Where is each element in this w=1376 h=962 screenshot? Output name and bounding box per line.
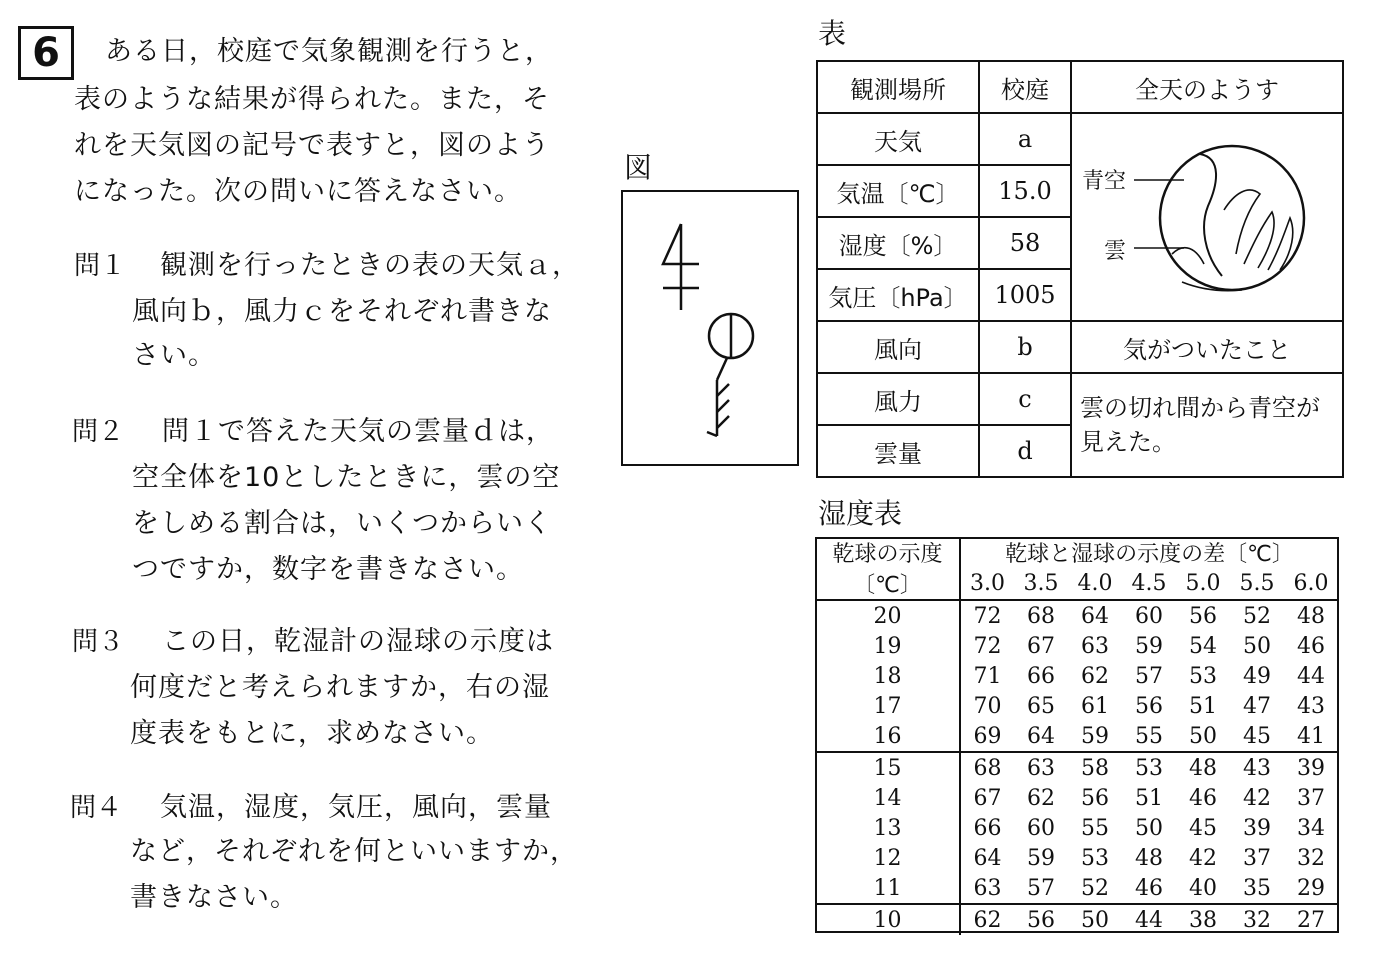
humidity-value: 59 [1027, 845, 1055, 871]
diff-value: 4.5 [1122, 568, 1176, 600]
dry-bulb-temp: 16 [816, 721, 960, 752]
note-text: 雲の切れ間から青空が見えた。 [1071, 373, 1343, 477]
humidity-value: 60 [1027, 815, 1055, 841]
humidity-value: 50 [1068, 904, 1122, 935]
figure-title: 図 [624, 151, 653, 184]
row-value: b [979, 321, 1071, 373]
humidity-value: 66 [1027, 663, 1055, 689]
header-value: 校庭 [979, 61, 1071, 113]
humidity-value: 44 [1297, 663, 1325, 689]
humidity-value: 63 [973, 875, 1002, 901]
diff-header: 乾球と湿球の示度の差〔℃〕 [1005, 542, 1294, 567]
humidity-value: 47 [1243, 693, 1271, 719]
humidity-value: 59 [1081, 723, 1109, 749]
humidity-value: 56 [1081, 785, 1109, 811]
row-label: 湿度〔%〕 [817, 217, 979, 269]
row-value: a [979, 113, 1071, 165]
humidity-value: 64 [1081, 603, 1109, 629]
humidity-value: 72 [973, 633, 1002, 659]
humidity-value: 39 [1284, 752, 1338, 783]
humidity-value: 67 [973, 785, 1002, 811]
humidity-value: 53 [1189, 663, 1217, 689]
humidity-value: 68 [960, 752, 1014, 783]
humidity-value: 51 [1189, 693, 1217, 719]
humidity-value: 29 [1297, 875, 1325, 901]
dry-bulb-temp: 14 [816, 783, 960, 813]
row-label: 風向 [817, 321, 979, 373]
table-row [816, 568, 1338, 600]
row-value: 1005 [979, 269, 1071, 321]
humidity-value: 35 [1243, 875, 1271, 901]
humidity-value: 50 [1135, 815, 1163, 841]
sky-dome-icon [1072, 114, 1340, 314]
q1-line-2: 風向ｂ，風力ｃをそれぞれ書きな [132, 296, 552, 327]
humidity-value: 42 [1243, 785, 1271, 811]
humidity-value: 64 [1027, 723, 1055, 749]
diff-value: 6.0 [1284, 568, 1338, 600]
humidity-value: 49 [1243, 663, 1271, 689]
sky-drawing-cell [1071, 113, 1343, 321]
q4-label: 問４ [70, 793, 123, 823]
humidity-value: 42 [1189, 845, 1217, 871]
row-label: 気圧〔hPa〕 [817, 269, 979, 321]
humidity-value: 56 [1014, 904, 1068, 935]
humidity-value: 27 [1284, 904, 1338, 935]
q2-label: 問２ [72, 417, 125, 447]
note-header: 気がついたこと [1071, 321, 1343, 373]
humidity-value: 46 [1189, 785, 1217, 811]
question-number: 6 [18, 26, 74, 80]
humidity-value: 41 [1297, 723, 1325, 749]
humidity-value: 67 [1027, 633, 1055, 659]
humidity-value: 62 [960, 904, 1014, 935]
table-row [816, 783, 1338, 813]
humidity-value: 56 [1189, 603, 1217, 629]
table-row [816, 691, 1338, 721]
humidity-value: 46 [1135, 875, 1163, 901]
dry-bulb-unit: 〔℃〕 [816, 568, 960, 600]
humidity-value: 50 [1243, 633, 1271, 659]
humidity-value: 63 [1081, 633, 1109, 659]
table-row [816, 904, 1338, 935]
humidity-value: 37 [1297, 785, 1325, 811]
humidity-value: 56 [1135, 693, 1163, 719]
humidity-value: 57 [1027, 875, 1055, 901]
humidity-value: 53 [1081, 845, 1109, 871]
humidity-value: 68 [1027, 603, 1055, 629]
humidity-value: 32 [1230, 904, 1284, 935]
humidity-value: 38 [1176, 904, 1230, 935]
q3-line-3: 度表をもとに，求めなさい。 [130, 718, 494, 749]
humidity-value: 65 [1027, 693, 1055, 719]
humidity-value: 61 [1081, 693, 1109, 719]
dry-bulb-temp: 12 [816, 843, 960, 873]
humidity-value: 32 [1297, 845, 1325, 871]
humidity-table [816, 537, 1338, 935]
row-label: 風力 [817, 373, 979, 425]
dry-bulb-temp: 15 [816, 752, 960, 783]
humidity-value: 45 [1189, 815, 1217, 841]
humidity-value: 63 [1014, 752, 1068, 783]
humidity-value: 48 [1297, 603, 1325, 629]
table-row [817, 321, 1343, 373]
humidity-value: 55 [1135, 723, 1163, 749]
dry-bulb-temp: 10 [816, 904, 960, 935]
humidity-value: 52 [1243, 603, 1271, 629]
row-label: 雲量 [817, 425, 979, 477]
sky-label-cloud: 雲 [1104, 239, 1127, 264]
humidity-value: 54 [1189, 633, 1217, 659]
q4-line-3: 書きなさい。 [130, 882, 298, 913]
dry-bulb-temp: 17 [816, 691, 960, 721]
intro-line-4: になった。次の問いに答えなさい。 [74, 176, 522, 207]
row-value: 15.0 [979, 165, 1071, 217]
observation-table [816, 60, 1344, 478]
humidity-value: 57 [1135, 663, 1163, 689]
dry-bulb-temp: 19 [816, 631, 960, 661]
row-label: 気温〔℃〕 [817, 165, 979, 217]
humidity-value: 45 [1243, 723, 1271, 749]
table-row [816, 813, 1338, 843]
table-row [816, 873, 1338, 904]
row-value: 58 [979, 217, 1071, 269]
intro-line-2: 表のような結果が得られた。また，そ [74, 84, 550, 115]
q3-label: 問３ [72, 627, 125, 657]
q1-label: 問１ [74, 251, 127, 281]
table-title: 表 [818, 17, 847, 50]
diff-value: 3.5 [1014, 568, 1068, 600]
dry-bulb-temp: 20 [816, 600, 960, 631]
humidity-value: 58 [1068, 752, 1122, 783]
humidity-value: 43 [1230, 752, 1284, 783]
table-row [817, 373, 1343, 425]
humidity-value: 62 [1027, 785, 1055, 811]
table-row [817, 113, 1343, 165]
q1-line-1: 観測を行ったときの表の天気ａ， [160, 250, 580, 281]
humidity-table-title: 湿度表 [818, 497, 903, 530]
q2-line-3: をしめる割合は，いくつからいく [132, 508, 552, 539]
humidity-value: 64 [973, 845, 1002, 871]
humidity-value: 50 [1189, 723, 1217, 749]
humidity-value: 53 [1122, 752, 1176, 783]
humidity-value: 69 [973, 723, 1002, 749]
table-row [816, 631, 1338, 661]
q3-line-2: 何度だと考えられますか，右の湿 [130, 672, 550, 703]
row-label: 天気 [817, 113, 979, 165]
q2-line-2: 空全体を10としたときに，雲の空 [132, 462, 561, 493]
q1-line-3: さい。 [132, 340, 216, 371]
humidity-value: 52 [1081, 875, 1109, 901]
humidity-value: 60 [1135, 603, 1163, 629]
humidity-value: 44 [1122, 904, 1176, 935]
table-row [816, 537, 1338, 568]
humidity-value: 43 [1297, 693, 1325, 719]
table-row [816, 600, 1338, 631]
dry-bulb-temp: 13 [816, 813, 960, 843]
intro-line-1: ある日，校庭で気象観測を行うと， [105, 36, 553, 67]
humidity-value: 70 [973, 693, 1002, 719]
humidity-value: 39 [1243, 815, 1271, 841]
diff-value: 5.5 [1230, 568, 1284, 600]
q4-line-1: 気温，湿度，気圧，風向，雲量 [160, 792, 552, 823]
intro-line-3: れを天気図の記号で表すと，図のよう [74, 130, 550, 161]
humidity-value: 40 [1189, 875, 1217, 901]
q2-line-1: 問１で答えた天気の雲量ｄは， [162, 416, 554, 447]
humidity-value: 55 [1081, 815, 1109, 841]
table-row [816, 843, 1338, 873]
humidity-value: 37 [1243, 845, 1271, 871]
humidity-value: 62 [1081, 663, 1109, 689]
humidity-value: 48 [1135, 845, 1163, 871]
q4-line-2: など，それぞれを何といいますか， [130, 836, 578, 867]
diff-value: 5.0 [1176, 568, 1230, 600]
dry-bulb-temp: 11 [816, 873, 960, 904]
header-sky: 全天のようす [1071, 61, 1343, 113]
header-place: 観測場所 [817, 61, 979, 113]
humidity-value: 48 [1176, 752, 1230, 783]
humidity-value: 71 [973, 663, 1002, 689]
row-value: c [979, 373, 1071, 425]
humidity-value: 59 [1135, 633, 1163, 659]
table-row [816, 752, 1338, 783]
dry-bulb-header: 乾球の示度 [816, 537, 960, 568]
sky-label-blue: 青空 [1082, 169, 1127, 194]
weather-symbol-figure [621, 190, 799, 466]
dry-bulb-temp: 18 [816, 661, 960, 691]
q2-line-4: つですか，数字を書きなさい。 [132, 554, 524, 585]
q3-line-1: この日，乾湿計の湿球の示度は [162, 626, 554, 657]
diff-value: 4.0 [1068, 568, 1122, 600]
weather-symbol-icon [623, 192, 797, 464]
humidity-value: 66 [973, 815, 1002, 841]
humidity-value: 34 [1297, 815, 1325, 841]
diff-value: 3.0 [960, 568, 1014, 600]
table-row [816, 721, 1338, 752]
humidity-value: 51 [1135, 785, 1163, 811]
row-value: d [979, 425, 1071, 477]
humidity-value: 46 [1297, 633, 1325, 659]
table-row [817, 61, 1343, 113]
humidity-value: 72 [973, 603, 1002, 629]
table-row [816, 661, 1338, 691]
